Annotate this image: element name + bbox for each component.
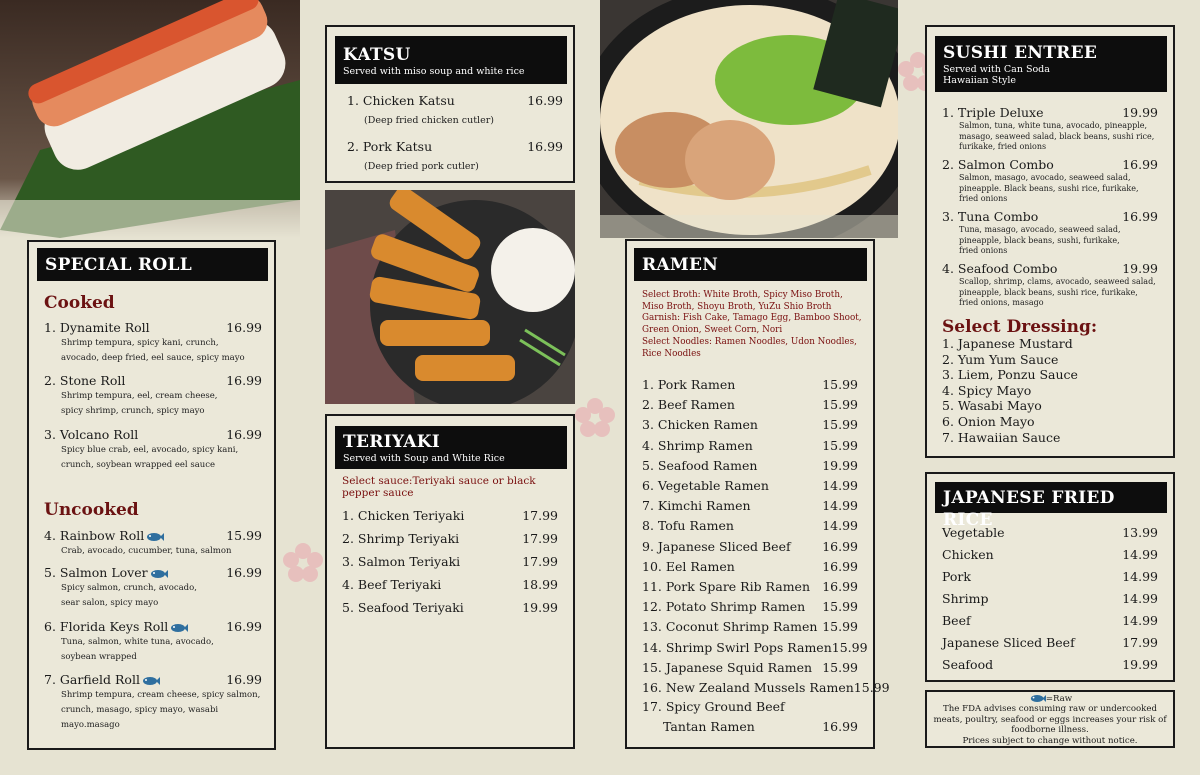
dressing-item: 5. Wasabi Mayo (942, 398, 1042, 414)
sushi-roll-photo (0, 0, 300, 238)
menu-item (942, 654, 1158, 676)
menu-item (342, 550, 558, 573)
dressing-heading: Select Dressing: (942, 317, 1098, 337)
special-roll-header (37, 248, 268, 281)
item-price: 15.99 (822, 377, 858, 392)
item-desc: crunch, masago, spicy mayo, wasabi mayo.masago (61, 705, 219, 730)
item-name: 3. Salmon Teriyaki (342, 554, 461, 569)
item-price: 16.99 (527, 139, 563, 154)
item-name: 2. Beef Ramen (642, 397, 735, 413)
item-name: 5. Salmon Lover (44, 565, 148, 580)
raw-fish-icon (142, 676, 160, 686)
menu-item (642, 697, 858, 737)
ramen-card (625, 239, 890, 749)
item-name: 1. Dynamite Roll (44, 320, 150, 335)
katsu-photo (325, 190, 575, 404)
item-name: 4. Rainbow Roll (44, 528, 145, 543)
ramen-options (642, 290, 870, 360)
dressing-item: 7. Hawaiian Sauce (942, 429, 1061, 445)
item-desc: furikake, fried onions (959, 142, 1047, 151)
item-name: 1. Triple Deluxe (942, 105, 1044, 120)
item-price: 15.99 (822, 659, 858, 675)
section-title: SUSHI ENTREE (943, 43, 1098, 63)
sushi-entree-header (935, 36, 1167, 92)
item-desc: Scallop, shrimp, clams, avocado, seaweed salad, (959, 277, 1156, 286)
dressing-item: 2. Yum Yum Sauce (942, 351, 1059, 367)
option-line: Select Broth: White Broth, Spicy Miso Broth, (642, 290, 843, 300)
option-line: Select Noodles: Ramen Noodles, Udon Noodles, (642, 336, 857, 347)
item-desc: Crab, avocado, cucumber, tuna, salmon (61, 546, 232, 556)
menu-item (642, 395, 858, 415)
section-subtitle: Served with miso soup and white rice (343, 66, 525, 77)
item-name: 3. Chicken Ramen (642, 417, 758, 433)
item-name: Tantan Ramen (663, 719, 755, 734)
menu-item (642, 597, 858, 617)
menu-item (44, 564, 262, 618)
item-price: 19.99 (1122, 261, 1158, 276)
item-name: 7. Garfield Roll (44, 672, 140, 687)
item-price: 19.99 (1122, 657, 1158, 672)
item-desc: avocado, deep fried, eel sauce, spicy mayo (61, 353, 245, 363)
item-desc: fried onions (959, 246, 1008, 255)
item-desc: Spicy salmon, crunch, avocado, (61, 583, 197, 593)
item-desc: Shrimp tempura, cream cheese, spicy salmon, (61, 690, 261, 700)
cooked-list (44, 319, 262, 473)
dressing-item: 1. Japanese Mustard (942, 336, 1073, 351)
item-name: 4. Shrimp Ramen (642, 437, 753, 453)
item-price: 19.99 (1122, 105, 1158, 120)
item-price: 15.99 (822, 397, 858, 413)
menu-item (642, 537, 858, 557)
item-name: 4. Beef Teriyaki (342, 577, 442, 592)
item-price: 14.99 (1122, 569, 1158, 584)
notice-line: The FDA advises consuming raw or undercooked (943, 704, 1157, 715)
section-title: JAPANESE FRIED RICE (943, 488, 1115, 530)
item-name: 8. Tofu Ramen (642, 518, 734, 534)
item-desc: Spicy blue crab, eel, avocado, spicy kani, (61, 445, 239, 455)
item-price: 16.99 (1122, 209, 1158, 224)
menu-item (347, 138, 563, 179)
item-price: 16.99 (226, 672, 262, 687)
cherry-blossom-icon (283, 543, 323, 583)
teriyaki-header (335, 426, 567, 469)
item-name: 12. Potato Shrimp Ramen (642, 599, 806, 615)
item-desc: Tuna, masago, avocado, seaweed salad, (959, 225, 1121, 234)
item-name: 2. Salmon Combo (942, 157, 1054, 172)
item-desc: Tuna, salmon, white tuna, avocado, (61, 637, 214, 647)
menu-item (642, 577, 858, 597)
raw-fish-icon (150, 569, 168, 579)
cooked-heading: Cooked (44, 293, 115, 313)
ramen-photo (600, 0, 898, 238)
item-name: Beef (942, 613, 971, 628)
item-name: 10. Eel Ramen (642, 558, 735, 574)
item-name: 16. New Zealand Mussels Ramen (642, 680, 854, 696)
item-price: 13.99 (1122, 525, 1158, 540)
menu-item (642, 516, 858, 536)
menu-item (942, 260, 1158, 309)
item-name: 15. Japanese Squid Ramen (642, 659, 813, 675)
fried-rice-card (925, 472, 1175, 682)
sushi-entree-card (925, 25, 1175, 458)
item-price: 16.99 (822, 538, 858, 554)
item-price: 16.99 (226, 373, 262, 388)
fried-rice-list (942, 522, 1158, 676)
notice-line: foodborne illness. (1011, 725, 1089, 736)
item-price: 14.99 (1122, 613, 1158, 628)
item-price: 15.99 (226, 528, 262, 543)
menu-item (942, 544, 1158, 566)
menu-item (642, 557, 858, 577)
menu-item (44, 671, 262, 733)
menu-item (942, 208, 1158, 260)
item-desc: pineapple, black beans, sushi rice, furikake, (959, 287, 1138, 297)
item-desc: fried onions, masago (959, 298, 1044, 307)
item-desc: pineapple. Black beans, sushi rice, furikake, (959, 183, 1139, 193)
section-subtitle: Served with Soup and White Rice (343, 453, 505, 464)
item-desc: crunch, soybean wrapped eel sauce (61, 460, 216, 470)
item-name: 1. Chicken Katsu (347, 93, 455, 108)
section-subtitle: Hawaiian Style (943, 75, 1016, 86)
section-title: SPECIAL ROLL (45, 255, 193, 275)
item-desc: pineapple, black beans, sushi, furikake, (959, 235, 1120, 245)
item-price: 14.99 (822, 518, 858, 534)
sushi-entree-list (942, 104, 1158, 309)
item-name: 7. Kimchi Ramen (642, 498, 751, 514)
katsu-list (347, 92, 563, 179)
menu-item (942, 522, 1158, 544)
menu-item (942, 566, 1158, 588)
menu-item (342, 573, 558, 596)
item-price: 15.99 (822, 599, 858, 615)
item-price: 16.99 (226, 320, 262, 335)
item-name: Vegetable (942, 525, 1005, 540)
item-name: 6. Florida Keys Roll (44, 619, 169, 634)
menu-item (642, 436, 858, 456)
item-name: Chicken (942, 547, 994, 562)
menu-item (642, 658, 858, 678)
dressing-item: 3. Liem, Ponzu Sauce (942, 367, 1078, 383)
item-price: 14.99 (1122, 591, 1158, 606)
menu-item (942, 632, 1158, 654)
item-price: 19.99 (522, 600, 558, 615)
dressing-list (942, 336, 1078, 445)
item-name: Japanese Sliced Beef (942, 635, 1075, 650)
menu-item (342, 527, 558, 550)
teriyaki-card (325, 414, 575, 749)
dressing-item: 4. Spicy Mayo (942, 382, 1032, 398)
item-price: 16.99 (226, 427, 262, 442)
special-roll-card (27, 240, 276, 750)
item-price: 16.99 (822, 719, 858, 734)
item-name: 1. Pork Ramen (642, 377, 736, 392)
uncooked-heading: Uncooked (44, 500, 139, 520)
item-price: 14.99 (1122, 547, 1158, 562)
ramen-list (642, 375, 890, 698)
uncooked-list (44, 527, 262, 733)
menu-item (942, 610, 1158, 632)
notice-line: Prices subject to change without notice. (962, 735, 1138, 746)
item-name: Seafood (942, 657, 994, 672)
menu-item (642, 415, 858, 435)
raw-legend (927, 694, 1173, 704)
section-title: TERIYAKI (343, 432, 441, 452)
item-desc: masago, seaweed salad, black beans, sushi rice, (959, 131, 1155, 141)
item-name: 4. Seafood Combo (942, 261, 1058, 276)
raw-fish-icon (170, 623, 188, 633)
item-desc: Salmon, masago, avocado, seaweed salad, (959, 173, 1131, 182)
item-desc: Salmon, tuna, white tuna, avocado, pineapple, (959, 121, 1148, 130)
item-name: 14. Shrimp Swirl Pops Ramen (642, 639, 832, 655)
item-desc: spicy shrimp, crunch, spicy mayo (61, 406, 205, 416)
fda-notice (925, 690, 1175, 748)
option-line: Garnish: Fish Cake, Tamago Egg, Bamboo Shoot, (642, 313, 862, 324)
fried-rice-header (935, 482, 1167, 530)
menu-item (642, 476, 858, 496)
menu-item (44, 426, 262, 473)
raw-label: =Raw (1045, 694, 1073, 704)
item-name: 2. Pork Katsu (347, 139, 433, 154)
item-name: 2. Stone Roll (44, 373, 126, 388)
dressing-item: 6. Onion Mayo (942, 413, 1035, 429)
raw-fish-icon (1030, 694, 1046, 703)
item-price: 14.99 (822, 478, 858, 494)
menu-item (642, 375, 858, 395)
item-name: 11. Pork Spare Rib Ramen (642, 579, 811, 595)
menu-item (44, 372, 262, 426)
menu-item (642, 456, 858, 476)
item-price: 17.99 (522, 554, 558, 569)
item-desc: Shrimp tempura, spicy kani, crunch, (61, 338, 219, 348)
item-price: 15.99 (822, 417, 858, 433)
menu-item (44, 527, 262, 564)
menu-item (44, 618, 262, 671)
menu-item (942, 104, 1158, 156)
item-name: 9. Japanese Sliced Beef (642, 538, 791, 554)
option-line: Rice Noodles (642, 348, 701, 359)
item-desc: sear salon, spicy mayo (61, 598, 159, 608)
menu-item (44, 319, 262, 372)
item-price: 16.99 (822, 579, 858, 595)
katsu-header (335, 36, 567, 84)
menu-item (942, 156, 1158, 208)
notice-line: meats, poultry, seafood or eggs increases your risk of (933, 714, 1167, 725)
item-desc: soybean wrapped (61, 652, 137, 662)
option-line: Green Onion, Sweet Corn, Nori (642, 325, 783, 336)
item-price: 16.99 (226, 619, 262, 634)
katsu-card (325, 25, 575, 183)
item-name: 5. Seafood Ramen (642, 457, 758, 473)
raw-fish-icon (146, 532, 164, 542)
item-name: 6. Vegetable Ramen (642, 478, 769, 494)
item-desc: (Deep fried chicken cutler) (364, 115, 494, 126)
item-price: 16.99 (527, 93, 563, 108)
item-price: 18.99 (522, 577, 558, 592)
menu-item (642, 678, 890, 698)
item-price: 15.99 (822, 619, 858, 635)
item-desc: Shrimp tempura, eel, cream cheese, (61, 391, 218, 401)
item-name: 2. Shrimp Teriyaki (342, 531, 460, 546)
teriyaki-list (342, 504, 558, 619)
menu-item (942, 588, 1158, 610)
item-name: 1. Chicken Teriyaki (342, 508, 465, 523)
item-name: 17. Spicy Ground Beef (642, 699, 785, 714)
section-subtitle: Served with Can Soda (943, 64, 1050, 75)
item-name: 3. Volcano Roll (44, 427, 139, 442)
menu-item (642, 617, 858, 637)
item-desc: fried onions (959, 194, 1008, 203)
item-price: 15.99 (822, 437, 858, 453)
item-name: 5. Seafood Teriyaki (342, 600, 464, 615)
item-price: 19.99 (822, 457, 858, 473)
item-price: 17.99 (1122, 635, 1158, 650)
item-price: 16.99 (226, 565, 262, 580)
menu-item (342, 504, 558, 527)
item-name: Shrimp (942, 591, 989, 606)
item-name: 13. Coconut Shrimp Ramen (642, 619, 818, 635)
item-price: 15.99 (853, 680, 890, 696)
ramen-header (634, 248, 867, 281)
item-price: 14.99 (822, 498, 858, 514)
section-title: RAMEN (642, 255, 719, 275)
menu-item (347, 92, 563, 138)
item-name: Pork (942, 569, 971, 584)
option-line: Miso Broth, Shoyu Broth, YuZu Shio Broth (642, 301, 832, 312)
item-price: 17.99 (522, 508, 558, 523)
section-title: KATSU (343, 45, 411, 65)
sauce-note: Select sauce:Teriyaki sauce or black pepper sauce (342, 475, 536, 499)
item-price: 16.99 (822, 558, 858, 574)
cherry-blossom-icon (575, 398, 615, 438)
item-desc: (Deep fried pork cutler) (364, 161, 479, 172)
menu-item (642, 638, 868, 658)
item-price: 16.99 (1122, 157, 1158, 172)
menu-item (642, 496, 858, 516)
menu-item (342, 596, 558, 619)
item-name: 3. Tuna Combo (942, 209, 1039, 224)
item-price: 17.99 (522, 531, 558, 546)
item-price: 15.99 (831, 639, 868, 655)
